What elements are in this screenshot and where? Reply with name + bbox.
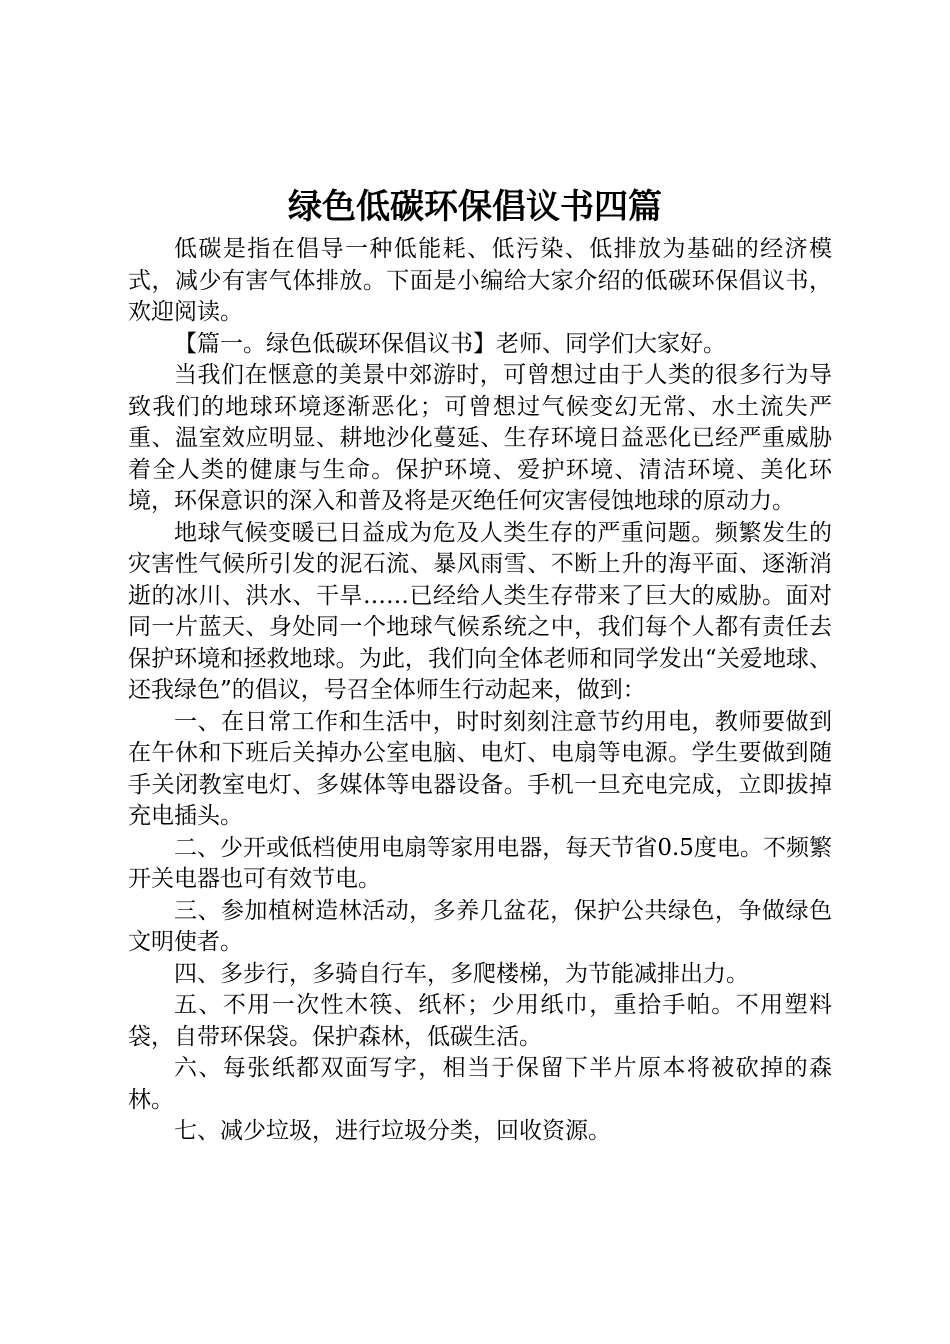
list-item-paragraph: 六、每张纸都双面写字，相当于保留下半片原本将被砍掉的森林。 — [128, 1055, 832, 1113]
list-item-paragraph: 五、不用一次性木筷、纸杯；少用纸巾，重拾手帕。不用塑料袋，自带环保袋。保护森林，低碳生活。 — [128, 992, 832, 1050]
intro-paragraph: 低碳是指在倡导一种低能耗、低污染、低排放为基础的经济模式，减少有害气体排放。下面是小编给大家介绍的低碳环保倡议书，欢迎阅读。 — [128, 236, 832, 325]
list-item-paragraph: 一、在日常工作和生活中，时时刻刻注意节约用电，教师要做到在午休和下班后关掉办公室电脑、电灯、电扇等电源。学生要做到随手关闭教室电灯、多媒体等电器设备。手机一旦充电完成，立即拔掉充电插头。 — [128, 708, 832, 829]
section-heading-paragraph: 【篇一。绿色低碳环保倡议书】老师、同学们大家好。 — [174, 330, 726, 357]
list-item-paragraph: 二、少开或低档使用电扇等家用电器，每天节省0.5度电。不频繁开关电器也可有效节电。 — [128, 834, 832, 892]
list-item-paragraph: 四、多步行，多骑自行车，多爬楼梯，为节能减排出力。 — [174, 960, 749, 987]
list-item-paragraph: 三、参加植树造林活动，多养几盆花，保护公共绿色，争做绿色文明使者。 — [128, 897, 832, 955]
document-body — [128, 234, 832, 1148]
list-item-paragraph: 七、减少垃圾，进行垃圾分类，回收资源。 — [174, 1118, 611, 1144]
body-paragraph: 地球气候变暖已日益成为危及人类生存的严重问题。频繁发生的灾害性气候所引发的泥石流、暴风雨雪、不断上升的海平面、逐渐消逝的冰川、洪水、干旱……已经给人类生存带来了巨大的威胁。面对同一片蓝天、身处同一个地球气候系统之中，我们每个人都有责任去保护环境和拯救地球。为此，我们向全体老师和同学发出“关爱地球、还我绿色”的倡议，号召全体师生行动起来，做到： — [128, 519, 832, 703]
body-paragraph: 当我们在惬意的美景中郊游时，可曾想过由于人类的很多行为导致我们的地球环境逐渐恶化；可曾想过气候变幻无常、水土流失严重、温室效应明显、耕地沙化蔓延、生存环境日益恶化已经严重威胁着全人类的健康与生命。保护环境、爱护环境、清洁环境、美化环境，环保意识的深入和普及将是灭绝任何灾害侵蚀地球的原动力。 — [128, 362, 832, 514]
document-title: 绿色低碳环保倡议书四篇 — [288, 187, 662, 227]
